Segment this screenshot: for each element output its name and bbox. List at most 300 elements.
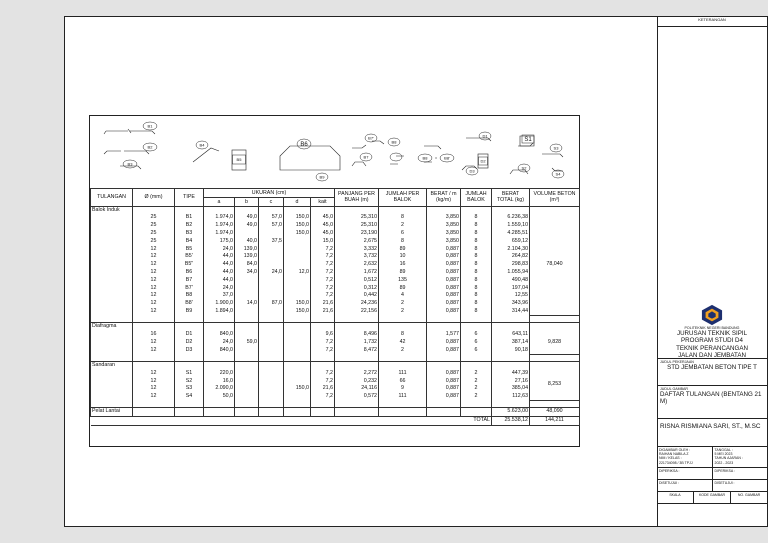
empty-cell — [235, 316, 259, 323]
table-cell: 9 — [379, 385, 427, 393]
table-cell: 111 — [379, 393, 427, 401]
empty-cell — [175, 323, 204, 331]
empty-cell — [235, 354, 259, 361]
table-cell — [259, 246, 284, 254]
rebar-schedule-drawing — [89, 115, 580, 447]
table-cell: 8 — [461, 214, 492, 222]
table-cell: S3 — [175, 385, 204, 393]
table-cell: 314,44 — [492, 308, 530, 316]
pelat-row — [91, 408, 580, 417]
table-cell: 22,156 — [335, 308, 379, 316]
table-cell: 7,2 — [311, 378, 335, 386]
table-cell: 2 — [461, 378, 492, 386]
table-cell: 220,0 — [204, 370, 235, 378]
empty-cell — [461, 316, 492, 323]
table-cell: 57,0 — [259, 222, 284, 230]
label-s2: S2 — [521, 165, 527, 171]
table-cell: 89 — [379, 269, 427, 277]
academic-year-value: 2022 - 2023 — [714, 460, 734, 465]
grand-total: 25.538,12 — [492, 417, 530, 426]
volume-cell: 9,828 — [530, 331, 580, 354]
table-row — [91, 385, 580, 393]
table-cell — [284, 331, 311, 339]
table-cell: 66 — [379, 378, 427, 386]
table-cell: 1,577 — [427, 331, 461, 339]
empty-cell — [91, 339, 133, 347]
empty-cell — [379, 401, 427, 408]
drawn-by-value: RAIHAN NABILA Z — [659, 452, 689, 457]
table-cell — [259, 339, 284, 347]
project-title-block — [657, 359, 767, 386]
table-cell: 89 — [379, 285, 427, 293]
table-cell: 49,0 — [235, 214, 259, 222]
volume-cell: 8,253 — [530, 370, 580, 401]
table-cell — [235, 370, 259, 378]
empty-cell — [175, 361, 204, 369]
empty-cell — [311, 323, 335, 331]
date-label: TANGGAL : — [714, 448, 733, 452]
empty-cell — [284, 401, 311, 408]
nim-value: 221734098 / 3B TPJJ — [659, 460, 693, 465]
table-cell: 150,0 — [284, 222, 311, 230]
table-cell: 7,2 — [311, 370, 335, 378]
group-label: Sandaran — [91, 361, 133, 369]
date-cell — [713, 447, 768, 467]
table-cell: 16 — [133, 331, 175, 339]
empty-cell — [311, 316, 335, 323]
table-cell — [235, 292, 259, 300]
table-cell: 23,190 — [335, 230, 379, 238]
table-cell: 8 — [461, 277, 492, 285]
table-cell — [259, 393, 284, 401]
table-cell: 150,0 — [284, 214, 311, 222]
table-cell: 7,2 — [311, 261, 335, 269]
table-cell — [259, 308, 284, 316]
empty-cell — [335, 316, 379, 323]
spacer-row — [91, 316, 580, 323]
table-cell — [284, 277, 311, 285]
date-value: 5 MEI 2023 — [714, 452, 733, 457]
table-cell: 12 — [133, 308, 175, 316]
empty-cell — [461, 401, 492, 408]
table-cell: 21,6 — [311, 385, 335, 393]
table-cell: 8 — [461, 238, 492, 246]
empty-cell — [259, 316, 284, 323]
table-cell — [259, 261, 284, 269]
empty-cell — [311, 206, 335, 214]
table-row — [91, 308, 580, 316]
table-cell: D2 — [175, 339, 204, 347]
empty-cell — [259, 401, 284, 408]
table-cell: 59,0 — [235, 339, 259, 347]
group-header-row — [91, 323, 580, 331]
table-row — [91, 253, 580, 261]
empty-cell — [175, 354, 204, 361]
table-cell: 150,0 — [284, 385, 311, 393]
empty-cell — [492, 401, 530, 408]
table-cell: 0,887 — [427, 385, 461, 393]
empty-cell — [530, 401, 580, 408]
empty-cell — [204, 206, 235, 214]
table-cell — [259, 347, 284, 355]
table-cell: 0,887 — [427, 339, 461, 347]
table-cell: 8 — [461, 285, 492, 293]
table-cell: 7,2 — [311, 347, 335, 355]
table-cell: 12 — [133, 385, 175, 393]
drawn-by-row — [657, 447, 767, 468]
table-cell: 0,887 — [427, 370, 461, 378]
table-cell: 139,0 — [235, 246, 259, 254]
empty-cell — [284, 206, 311, 214]
table-cell: 8 — [461, 292, 492, 300]
table-cell: B5" — [175, 261, 204, 269]
table-cell: 25 — [133, 214, 175, 222]
table-cell: 0,887 — [427, 277, 461, 285]
table-cell: 150,0 — [284, 300, 311, 308]
table-cell: 84,0 — [235, 261, 259, 269]
table-cell — [235, 331, 259, 339]
header-b: b — [235, 197, 259, 206]
empty-cell — [91, 285, 133, 293]
empty-cell — [175, 316, 204, 323]
empty-cell — [379, 361, 427, 369]
header-tipe: TIPE — [175, 189, 204, 207]
table-cell: 0,442 — [335, 292, 379, 300]
table-cell: 25,310 — [335, 222, 379, 230]
empty-cell — [530, 323, 580, 331]
empty-cell — [427, 408, 461, 417]
table-cell: 4 — [379, 292, 427, 300]
empty-cell — [335, 361, 379, 369]
table-cell: 24,0 — [204, 285, 235, 293]
empty-cell — [91, 401, 133, 408]
table-cell: 387,14 — [492, 339, 530, 347]
table-cell: 12 — [133, 300, 175, 308]
table-cell — [284, 393, 311, 401]
table-cell: 7,2 — [311, 277, 335, 285]
label-b7-prime: B7' — [368, 135, 374, 141]
empty-cell — [492, 206, 530, 214]
drawn-by-label: DIGAMBAR OLEH : — [659, 448, 691, 452]
table-cell: 21,6 — [311, 308, 335, 316]
checked-by-2: DIPERIKSA : — [714, 469, 735, 473]
table-cell: 34,0 — [235, 269, 259, 277]
table-cell: 16 — [379, 261, 427, 269]
empty-cell — [91, 222, 133, 230]
table-cell — [259, 277, 284, 285]
empty-cell — [427, 401, 461, 408]
table-row — [91, 285, 580, 293]
table-cell: 0,887 — [427, 261, 461, 269]
table-cell: 175,0 — [204, 238, 235, 246]
table-cell: 12 — [133, 277, 175, 285]
group-label: Diafragma — [91, 323, 133, 331]
table-cell: S1 — [175, 370, 204, 378]
empty-cell — [175, 417, 204, 426]
institution-name-small: POLITEKNIK NEGERI BANDUNG — [684, 326, 740, 330]
table-cell — [259, 370, 284, 378]
table-cell: 89 — [379, 246, 427, 254]
scale-code-row — [657, 492, 767, 504]
empty-cell — [259, 323, 284, 331]
empty-cell — [204, 401, 235, 408]
label-d1: D1 — [482, 133, 488, 139]
empty-cell — [311, 361, 335, 369]
group-label: Balok Induk — [91, 206, 133, 214]
table-cell — [259, 292, 284, 300]
table-cell: 135 — [379, 277, 427, 285]
label-d3: D3 — [469, 168, 475, 174]
table-cell: 2.104,30 — [492, 246, 530, 254]
table-cell — [284, 378, 311, 386]
table-cell: 27,16 — [492, 378, 530, 386]
table-cell: 0,232 — [335, 378, 379, 386]
table-cell: 2.090,0 — [204, 385, 235, 393]
table-cell: 7,2 — [311, 393, 335, 401]
table-cell — [259, 378, 284, 386]
empty-cell — [461, 408, 492, 417]
institution-line-4: JALAN DAN JEMBATAN — [678, 351, 746, 359]
table-cell: 2 — [461, 393, 492, 401]
table-cell: 2 — [379, 300, 427, 308]
empty-cell — [427, 361, 461, 369]
table-row — [91, 214, 580, 222]
empty-cell — [259, 417, 284, 426]
total-label: TOTAL — [461, 417, 492, 426]
empty-cell — [91, 385, 133, 393]
drawing-number-label: NO. GAMBAR — [737, 493, 761, 497]
table-cell — [235, 230, 259, 238]
table-cell: 12 — [133, 378, 175, 386]
table-cell — [259, 385, 284, 393]
label-b4: B4 — [199, 142, 205, 148]
table-cell: 1.559,10 — [492, 222, 530, 230]
empty-cell — [133, 323, 175, 331]
table-cell: 7,2 — [311, 292, 335, 300]
table-cell: S2 — [175, 378, 204, 386]
drawn-by-cell — [657, 447, 713, 467]
empty-cell — [259, 361, 284, 369]
label-b5: B5 — [236, 157, 242, 162]
total-row — [91, 417, 580, 426]
table-cell: 44,0 — [204, 269, 235, 277]
label-b8-prime: B8' — [444, 155, 450, 161]
empty-cell — [284, 354, 311, 361]
table-cell: 9,6 — [311, 331, 335, 339]
table-cell: 1.974,0 — [204, 230, 235, 238]
table-cell: 7,2 — [311, 253, 335, 261]
table-cell: 0,572 — [335, 393, 379, 401]
drawing-title-label: JUDUL GAMBAR — [660, 387, 689, 391]
supervisor-name: RISNA RISMIANA SARI, ST., M.SC — [657, 419, 767, 447]
empty-cell — [492, 323, 530, 331]
table-cell: 49,0 — [235, 222, 259, 230]
table-cell: 3,850 — [427, 214, 461, 222]
table-cell: B1 — [175, 214, 204, 222]
table-cell: 643,11 — [492, 331, 530, 339]
table-cell — [284, 347, 311, 355]
empty-cell — [379, 408, 427, 417]
table-cell: 1.974,0 — [204, 222, 235, 230]
table-cell: 139,0 — [235, 253, 259, 261]
table-cell: 87,0 — [259, 300, 284, 308]
table-cell — [259, 230, 284, 238]
table-cell: 12 — [133, 347, 175, 355]
group-header-row — [91, 361, 580, 369]
table-cell: 1.055,94 — [492, 269, 530, 277]
label-b9: B9 — [319, 174, 325, 180]
empty-cell — [204, 408, 235, 417]
empty-cell — [91, 417, 133, 426]
table-cell: 44,0 — [204, 261, 235, 269]
table-cell: 25,310 — [335, 214, 379, 222]
table-cell: 8 — [379, 238, 427, 246]
table-cell: 8 — [379, 331, 427, 339]
empty-cell — [379, 316, 427, 323]
table-cell: 490,48 — [492, 277, 530, 285]
table-row — [91, 238, 580, 246]
institution-block — [657, 301, 767, 359]
table-cell: 21,6 — [311, 300, 335, 308]
table-row — [91, 378, 580, 386]
approved-by-1: DISETUJUI : — [657, 480, 713, 491]
table-cell: 3,850 — [427, 238, 461, 246]
spacer-row — [91, 401, 580, 408]
table-cell: 8 — [379, 214, 427, 222]
empty-cell — [530, 206, 580, 214]
empty-cell — [311, 417, 335, 426]
table-cell — [284, 261, 311, 269]
empty-cell — [311, 408, 335, 417]
table-cell: 0,887 — [427, 253, 461, 261]
institution-line-2: PROGRAM STUDI D4 — [681, 337, 743, 345]
table-cell: 8 — [461, 269, 492, 277]
table-row — [91, 300, 580, 308]
label-b8-eq-left: B8 — [422, 155, 428, 161]
table-cell: 45,0 — [311, 222, 335, 230]
empty-cell — [91, 292, 133, 300]
table-cell: 111 — [379, 370, 427, 378]
table-cell: 12,0 — [284, 269, 311, 277]
table-cell — [259, 285, 284, 293]
table-cell: 12 — [133, 339, 175, 347]
table-cell: 42 — [379, 339, 427, 347]
table-cell: B4 — [175, 238, 204, 246]
header-a: a — [204, 197, 235, 206]
table-cell: 50,0 — [204, 393, 235, 401]
empty-cell — [235, 323, 259, 331]
table-cell: 12 — [133, 393, 175, 401]
empty-cell — [335, 323, 379, 331]
empty-cell — [284, 323, 311, 331]
table-cell: B5 — [175, 246, 204, 254]
table-cell — [284, 238, 311, 246]
empty-cell — [335, 354, 379, 361]
empty-cell — [530, 361, 580, 369]
empty-cell — [259, 408, 284, 417]
empty-cell — [530, 316, 580, 323]
table-cell — [235, 285, 259, 293]
empty-cell — [335, 408, 379, 417]
label-b2: B2 — [147, 144, 153, 150]
table-row — [91, 347, 580, 355]
empty-cell — [91, 214, 133, 222]
empty-cell — [91, 300, 133, 308]
table-cell: 2 — [379, 222, 427, 230]
table-cell: B8' — [175, 300, 204, 308]
table-cell: B8 — [175, 292, 204, 300]
table-cell: 840,0 — [204, 331, 235, 339]
table-row — [91, 230, 580, 238]
pelat-label: Pelat Lantai — [91, 408, 133, 417]
empty-cell — [204, 323, 235, 331]
empty-cell — [133, 206, 175, 214]
empty-cell — [427, 323, 461, 331]
empty-cell — [492, 354, 530, 361]
table-cell: 0,887 — [427, 308, 461, 316]
table-cell: 1,732 — [335, 339, 379, 347]
table-cell: 298,83 — [492, 261, 530, 269]
keterangan-header: KETERANGAN — [657, 17, 767, 27]
table-cell: 8 — [461, 230, 492, 238]
header-ukuran: UKURAN (cm) — [204, 189, 335, 198]
table-cell: 840,0 — [204, 347, 235, 355]
empty-cell — [133, 401, 175, 408]
empty-cell — [427, 316, 461, 323]
empty-cell — [91, 354, 133, 361]
project-title-label: JUDUL PEKERJAAN — [660, 360, 694, 364]
table-row — [91, 277, 580, 285]
table-cell: 659,12 — [492, 238, 530, 246]
institution-line-3: TEKNIK PERANCANGAN — [676, 344, 748, 352]
empty-cell — [204, 354, 235, 361]
table-cell: 0,887 — [427, 285, 461, 293]
table-row — [91, 339, 580, 347]
table-cell — [235, 277, 259, 285]
empty-cell — [204, 417, 235, 426]
table-cell: 16,0 — [204, 378, 235, 386]
table-cell: D3 — [175, 347, 204, 355]
table-cell: 24,0 — [204, 246, 235, 254]
table-cell: 2,675 — [335, 238, 379, 246]
empty-cell — [284, 316, 311, 323]
table-cell: B6 — [175, 269, 204, 277]
table-cell: 1,672 — [335, 269, 379, 277]
table-cell: 1.894,0 — [204, 308, 235, 316]
table-cell: 7,2 — [311, 339, 335, 347]
header-tulangan: TULANGAN — [91, 189, 133, 207]
empty-cell — [235, 206, 259, 214]
empty-cell — [91, 230, 133, 238]
drawing-sheet — [64, 16, 768, 527]
table-cell: 45,0 — [311, 230, 335, 238]
table-cell: 3,850 — [427, 230, 461, 238]
empty-cell — [379, 417, 427, 426]
empty-cell — [311, 401, 335, 408]
empty-cell — [235, 401, 259, 408]
project-title: STD JEMBATAN BETON TIPE T — [667, 364, 757, 372]
empty-cell — [427, 354, 461, 361]
header-jumlah-balok: JUMLAH BALOK — [461, 189, 492, 207]
header-jumlah: JUMLAH PER BALOK — [379, 189, 427, 207]
table-cell: 1.974,0 — [204, 214, 235, 222]
table-cell — [259, 331, 284, 339]
label-s4: S4 — [555, 171, 561, 177]
empty-cell — [175, 408, 204, 417]
empty-cell — [461, 206, 492, 214]
empty-cell — [175, 401, 204, 408]
label-s1: S1 — [524, 137, 532, 143]
